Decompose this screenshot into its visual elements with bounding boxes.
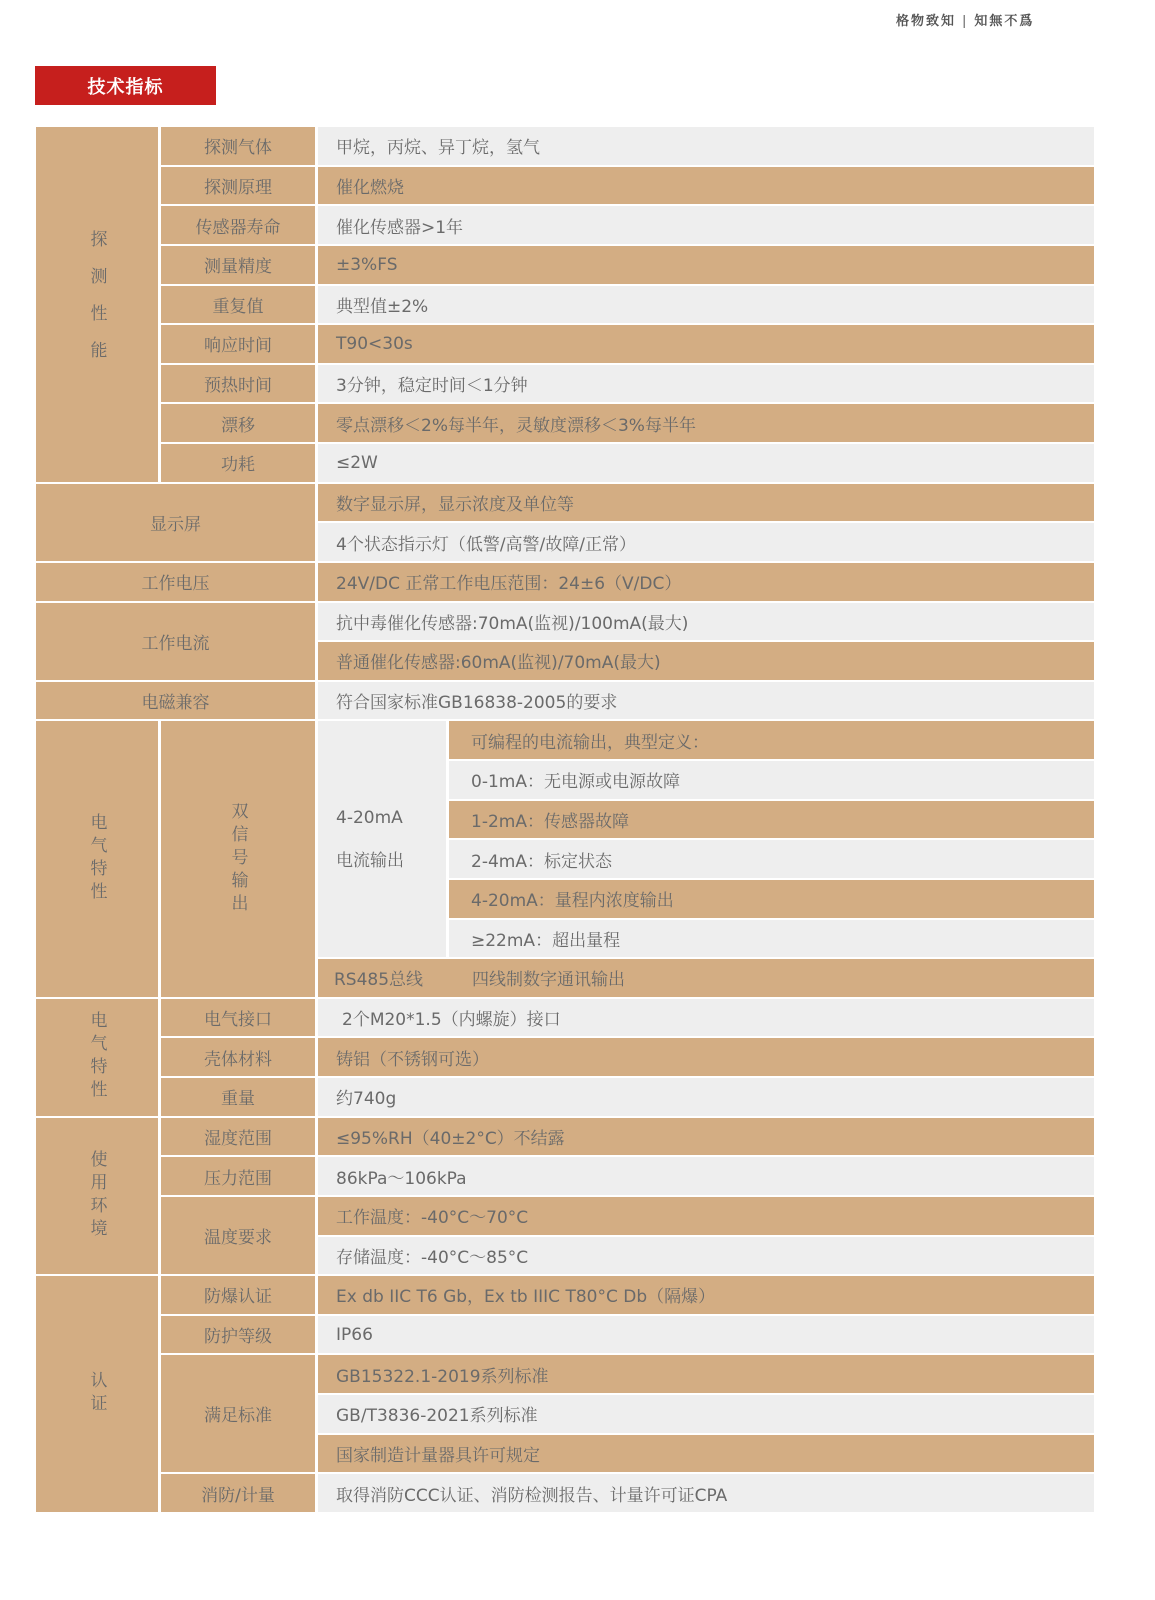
section-title: 技术指标 [35, 66, 216, 105]
spec-label: 探测气体 [161, 127, 315, 165]
spec-value: 2个M20*1.5（内螺旋）接口 [318, 999, 1094, 1037]
spec-label: 温度要求 [161, 1197, 315, 1274]
group-label: 电气特性 [86, 1011, 107, 1104]
spec-value: Ex db IIC T6 Gb，Ex tb IIIC T80°C Db（隔爆） [318, 1276, 1094, 1314]
spec-label-emc: 电磁兼容 [36, 682, 315, 720]
output-value: 可编程的电流输出，典型定义： [449, 721, 1094, 759]
spec-label: 传感器寿命 [161, 206, 315, 244]
spec-label: 重复值 [161, 286, 315, 324]
output-label [318, 721, 446, 957]
output-value: 1-2mA：传感器故障 [449, 801, 1094, 839]
spec-label: 漂移 [161, 404, 315, 442]
spec-label: 消防/计量 [161, 1474, 315, 1512]
spec-value: 零点漂移＜2%每半年，灵敏度漂移＜3%每半年 [318, 404, 1094, 442]
spec-label: 测量精度 [161, 246, 315, 284]
spec-label: 预热时间 [161, 365, 315, 403]
spec-label: 电气接口 [161, 999, 315, 1037]
output-value: 2-4mA：标定状态 [449, 840, 1094, 878]
spec-value: 催化燃烧 [318, 167, 1094, 205]
spec-value: 催化传感器>1年 [318, 206, 1094, 244]
spec-value: 甲烷，丙烷、异丁烷，氢气 [318, 127, 1094, 165]
spec-value: 86kPa～106kPa [318, 1157, 1094, 1195]
group-electrical-2 [36, 999, 158, 1116]
motto-right: 知無不爲 [974, 14, 1035, 29]
output-value: 4-20mA：量程内浓度输出 [449, 880, 1094, 918]
group-label: 探测性能 [86, 230, 107, 379]
spec-label: 防爆认证 [161, 1276, 315, 1314]
group-certification [36, 1276, 158, 1512]
spec-value: 符合国家标准GB16838-2005的要求 [318, 682, 1094, 720]
spec-value: IP66 [318, 1316, 1094, 1354]
spec-value: ≤95%RH（40±2°C）不结露 [318, 1118, 1094, 1156]
output-label-line2: 电流输出 [336, 850, 404, 871]
spec-value: 工作温度：-40°C～70°C [318, 1197, 1094, 1235]
output-label-line1: 4-20mA [336, 807, 403, 828]
spec-value: GB/T3836-2021系列标准 [318, 1395, 1094, 1433]
spec-label-display: 显示屏 [36, 484, 315, 561]
spec-value: ±3%FS [318, 246, 1094, 284]
output-value: ≥22mA：超出量程 [449, 920, 1094, 958]
group-label: 使用环境 [86, 1149, 107, 1242]
spec-label: 满足标准 [161, 1355, 315, 1472]
rs485-value: 四线制数字通讯输出 [472, 970, 625, 991]
output-value: 0-1mA：无电源或电源故障 [449, 761, 1094, 799]
spec-label: 湿度范围 [161, 1118, 315, 1156]
spec-value: 国家制造计量器具许可规定 [318, 1435, 1094, 1473]
spec-label: 压力范围 [161, 1157, 315, 1195]
spec-label: 响应时间 [161, 325, 315, 363]
spec-label: 探测原理 [161, 167, 315, 205]
group-dual-signal [161, 721, 315, 996]
group-label: 双信号输出 [227, 801, 248, 917]
spec-value: 取得消防CCC认证、消防检测报告、计量许可证CPA [318, 1474, 1094, 1512]
spec-value: 3分钟，稳定时间＜1分钟 [318, 365, 1094, 403]
spec-label-voltage: 工作电压 [36, 563, 315, 601]
spec-label: 壳体材料 [161, 1038, 315, 1076]
divider: | [962, 14, 969, 29]
spec-value: 典型值±2% [318, 286, 1094, 324]
spec-value: 数字显示屏，显示浓度及单位等 [318, 484, 1094, 522]
spec-value: 24V/DC 正常工作电压范围：24±6（V/DC） [318, 563, 1094, 601]
group-environment [36, 1118, 158, 1275]
spec-value: 铸铝（不锈钢可选） [318, 1038, 1094, 1076]
rs485-label: RS485总线 [334, 970, 424, 991]
motto-left: 格物致知 [896, 14, 957, 29]
spec-value: ≤2W [318, 444, 1094, 482]
group-electrical [36, 721, 158, 996]
spec-table [36, 127, 1094, 1512]
spec-label: 重量 [161, 1078, 315, 1116]
group-label: 电气特性 [86, 813, 107, 906]
spec-value: 抗中毒催化传感器:70mA(监视)/100mA(最大) [318, 603, 1094, 641]
motto [896, 10, 1034, 29]
group-label: 认证 [86, 1371, 107, 1417]
group-detect [36, 127, 158, 482]
spec-value: T90<30s [318, 325, 1094, 363]
spec-value: 4个状态指示灯（低警/高警/故障/正常） [318, 523, 1094, 561]
spec-value: 约740g [318, 1078, 1094, 1116]
spec-label-current: 工作电流 [36, 603, 315, 680]
rs485-row [318, 959, 1094, 997]
spec-label: 防护等级 [161, 1316, 315, 1354]
spec-value: GB15322.1-2019系列标准 [318, 1355, 1094, 1393]
spec-value: 存储温度：-40°C～85°C [318, 1237, 1094, 1275]
spec-value: 普通催化传感器:60mA(监视)/70mA(最大) [318, 642, 1094, 680]
spec-label: 功耗 [161, 444, 315, 482]
